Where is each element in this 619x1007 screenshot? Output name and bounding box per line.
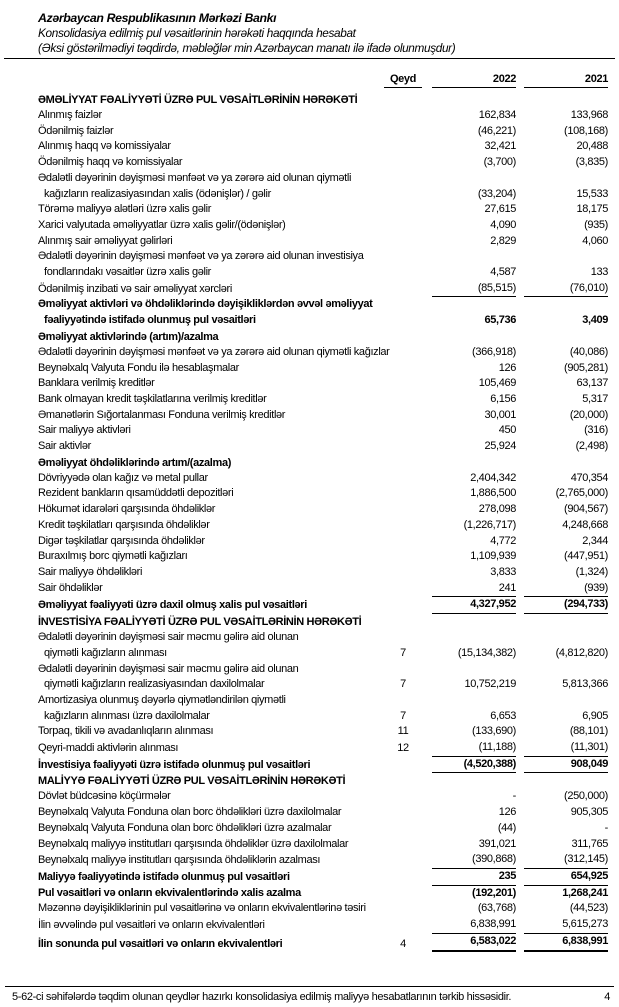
row-label-line: Beynəlxalq maliyyə institutları qarşısında öhdəliklər üzrə daxilolmalar (38, 837, 349, 850)
row-label (38, 92, 608, 108)
table-row (38, 423, 608, 439)
row-label (38, 423, 382, 439)
row-label-line: Məzənnə dəyişikliklərinin pul vəsaitlərinə və onların ekvivalentlərinə təsiri (38, 902, 366, 915)
row-label-line: Maliyyə fəaliyyətində istifadə olunmuş pul vəsaitləri (38, 870, 290, 883)
value-2022: (15,134,382) (457, 646, 516, 659)
value-2021: (76,010) (524, 281, 608, 298)
value-2021: (3,835) (575, 156, 608, 169)
row-label-line: Dövlət büdcəsinə köçürmələr (38, 790, 171, 803)
value-2021: (939) (584, 581, 608, 594)
table-row (38, 805, 608, 821)
value-2021: (44,523) (569, 902, 608, 915)
value-2022: 10,752,219 (464, 678, 516, 691)
row-label (38, 361, 382, 377)
row-label-line: Alınmış haqq və komissiyalar (38, 140, 171, 153)
value-2022: 4,327,952 (432, 596, 516, 614)
value-2022: (63,768) (477, 902, 516, 915)
row-label (38, 758, 382, 774)
row-label (38, 124, 382, 140)
value-2021: 654,925 (524, 869, 608, 886)
row-label (38, 789, 382, 805)
row-label (38, 297, 382, 328)
value-2021: (904,567) (564, 503, 608, 516)
report-title: Konsolidasiya edilmiş pul vəsaitlərinin hərəkəti haqqında hesabat (38, 26, 356, 40)
page-footer (5, 986, 614, 1004)
row-label (38, 376, 382, 392)
row-label-line: İNVESTİSİYA FƏALİYYƏTİ ÜZRƏ PUL VƏSAİTLƏRİNİN HƏRƏKƏTİ (38, 616, 362, 629)
value-2022: (192,201) (472, 886, 516, 899)
table-row (38, 565, 608, 581)
table-row (38, 518, 608, 534)
note-reference: 12 (397, 742, 409, 755)
table-row (38, 471, 608, 487)
row-label (38, 155, 382, 171)
table-row (38, 486, 608, 502)
row-label-line: Əmanətlərin Sığortalanması Fonduna verilmiş kreditlər (38, 408, 286, 421)
row-label (38, 282, 382, 298)
row-label (38, 329, 608, 345)
row-label (38, 918, 382, 934)
value-2021: 63,137 (576, 377, 608, 390)
table-row (38, 596, 608, 614)
table-row (38, 581, 608, 597)
note-reference: 7 (400, 709, 406, 722)
row-label-line: Sair aktivlər (38, 440, 91, 453)
value-2022: 3,833 (490, 565, 516, 578)
note-reference: 7 (400, 678, 406, 691)
row-label (38, 630, 382, 661)
value-2022: (44) (497, 821, 516, 834)
row-label-line: Əməliyyat aktivlərində (artım)/azalma (38, 330, 219, 343)
table-row (38, 740, 608, 757)
column-header-row (38, 72, 608, 88)
value-2021: 3,409 (582, 314, 608, 327)
table-row (38, 345, 608, 361)
column-header-note: Qeyd (384, 72, 422, 88)
table-row (38, 934, 608, 953)
row-label (38, 139, 382, 155)
table-row (38, 439, 608, 455)
table-row (38, 917, 608, 934)
bank-name: Azərbaycan Respublikasının Mərkəzi Bankı (38, 11, 277, 25)
row-label (38, 614, 608, 630)
table-row (38, 408, 608, 424)
note-reference: 4 (400, 937, 406, 950)
row-label (38, 662, 382, 693)
row-label (38, 108, 382, 124)
row-label-line: Kredit təşkilatları qarşısında öhdəliklər (38, 518, 210, 531)
row-label (38, 502, 382, 518)
table-row (38, 376, 608, 392)
row-label-line: Hökumət idarələri qarşısında öhdəliklər (38, 503, 216, 516)
value-2021: 311,765 (571, 837, 608, 850)
row-label-line: Ödənilmiş haqq və komissiyalar (38, 156, 183, 169)
row-label-line: Ədalətli dəyərinin dəyişməsi sair məcmu gəlirə aid olunan (38, 631, 299, 644)
row-label (38, 901, 382, 917)
value-2021: (294,733) (524, 596, 608, 614)
document-header (0, 0, 619, 56)
row-label-line: Sair öhdəliklər (38, 581, 103, 594)
value-2022: - (512, 790, 516, 803)
row-label (38, 218, 382, 234)
row-label-line: Rezident bankların qısamüddətli depozitləri (38, 487, 234, 500)
row-label-line: Sair maliyyə aktivləri (38, 424, 131, 437)
value-2021: (40,086) (569, 345, 608, 358)
value-2021: 5,317 (582, 392, 608, 405)
table-row (38, 108, 608, 124)
value-2021: 133 (590, 266, 608, 279)
section-header-row (38, 773, 608, 789)
table-row (38, 630, 608, 661)
statement-table (0, 72, 619, 952)
value-2022: (1,226,717) (463, 518, 516, 531)
value-2022: (85,515) (432, 281, 516, 298)
row-label-line: Ədalətli dəyərinin dəyişməsi mənfəət və ya zərərə aid olunan qiymətli (38, 171, 352, 184)
row-label (38, 345, 390, 361)
table-row (38, 852, 608, 869)
table-row (38, 693, 608, 724)
row-label-line: Buraxılmış borc qiymətli kağızları (38, 550, 188, 563)
value-2022: 1,109,939 (470, 550, 516, 563)
row-label (38, 870, 382, 886)
value-2022: 6,838,991 (432, 917, 516, 934)
row-label (38, 741, 382, 757)
table-row (38, 837, 608, 853)
value-2022: 4,772 (490, 534, 516, 547)
value-2022: (366,918) (472, 345, 516, 358)
value-2021: (2,498) (575, 440, 608, 453)
units-note: (Əksi göstərilmədiyi təqdirdə, məbləğlər min Azərbaycan manatı ilə ifadə olunmuşdur) (38, 41, 456, 55)
value-2022: 126 (498, 806, 516, 819)
row-label-line: İlin sonunda pul vəsaitləri və onların ekvivalentləri (38, 937, 283, 950)
row-label-line: MALİYYƏ FƏALİYYƏTİ ÜZRƏ PUL VƏSAİTLƏRİNİN HƏRƏKƏTİ (38, 775, 346, 788)
table-row (38, 139, 608, 155)
row-label-line: qiymətli kağızların alınması (44, 646, 167, 659)
table-row (38, 789, 608, 805)
row-label (38, 249, 382, 280)
value-2021: 6,838,991 (524, 934, 608, 953)
row-label-line: Alınmış faizlər (38, 109, 102, 121)
table-row (38, 155, 608, 171)
row-label (38, 598, 382, 614)
row-label (38, 821, 382, 837)
value-2021: 6,905 (582, 709, 608, 722)
value-2022: 6,156 (490, 392, 516, 405)
value-2021: 18,175 (576, 203, 608, 216)
row-label (38, 486, 382, 502)
row-label-line: Törəmə maliyyə alətləri üzrə xalis gəlir (38, 203, 212, 216)
value-2021: (1,324) (575, 565, 608, 578)
value-2021: 20,488 (576, 140, 608, 153)
subheader-row (38, 455, 608, 471)
row-label-line: Beynəlxalq Valyuta Fondu ilə hesablaşmalar (38, 361, 239, 374)
value-2021: 2,344 (582, 534, 608, 547)
page-number: 4 (604, 991, 610, 1003)
note-reference: 7 (400, 646, 406, 659)
value-2022: 105,469 (478, 377, 516, 390)
value-2022: 4,587 (490, 266, 516, 279)
row-label-line: İlin əvvəlində pul vəsaitləri və onların ekvivalentləri (38, 919, 265, 932)
row-label-line: Beynəlxalq Valyuta Fonduna olan borc öhdəlikləri üzrə azalmalar (38, 821, 332, 834)
row-label-line: Əməliyyat fəaliyyəti üzrə daxil olmuş xalis pul vəsaitləri (38, 599, 307, 612)
value-2021: 4,248,668 (562, 518, 608, 531)
value-2022: (3,700) (483, 156, 516, 169)
table-row (38, 297, 608, 328)
value-2022: (46,221) (477, 124, 516, 137)
row-label-line: kağızların alınması üzrə daxilolmalar (44, 709, 210, 722)
value-2022: 2,829 (490, 234, 516, 247)
value-2021: 5,615,273 (524, 917, 608, 934)
value-2022: 126 (498, 361, 516, 374)
table-row (38, 502, 608, 518)
row-label (38, 805, 382, 821)
footer-note: 5-62-ci səhifələrdə təqdim olunan qeydlər hazırkı konsolidasiya edilmiş maliyyə hesabatlarının tərkib hissəsidir. (12, 991, 512, 1003)
value-2021: 1,268,241 (562, 886, 608, 899)
value-2022: (11,188) (432, 740, 516, 757)
row-label (38, 408, 382, 424)
value-2021: (11,301) (524, 740, 608, 757)
value-2022: 6,583,022 (432, 934, 516, 953)
value-2022: 278,098 (478, 503, 516, 516)
table-row (38, 901, 608, 917)
row-label (38, 853, 382, 869)
value-2021: 15,533 (576, 187, 608, 200)
row-label-line: Ödənilmiş faizlər (38, 124, 114, 137)
column-header-2021: 2021 (524, 72, 608, 88)
row-label-line: Dövriyyədə olan kağız və metal pullar (38, 471, 208, 484)
row-label-line: Digər təşkilatlar qarşısında öhdəliklər (38, 534, 205, 547)
value-2022: (390,868) (432, 852, 516, 869)
row-label (38, 518, 382, 534)
value-2022: 30,001 (484, 408, 516, 421)
row-label (38, 549, 382, 565)
table-row (38, 281, 608, 298)
row-label-line: Əməliyyat öhdəliklərində artım/(azalma) (38, 456, 232, 469)
table-row (38, 392, 608, 408)
row-label-line: Banklara verilmiş kreditlər (38, 377, 155, 390)
row-label (38, 837, 382, 853)
table-row (38, 757, 608, 774)
value-2021: (250,000) (564, 790, 608, 803)
row-label-line: Bank olmayan kredit təşkilatlarına verilmiş kreditlər (38, 392, 267, 405)
row-label-line: Alınmış sair əməliyyat gəlirləri (38, 234, 173, 247)
value-2022: 4,090 (490, 218, 516, 231)
value-2021: 905,305 (570, 806, 608, 819)
row-label-line: Qeyri-maddi aktivlərin alınması (38, 742, 179, 755)
value-2022: 391,021 (478, 837, 516, 850)
row-label-line: Ədalətli dəyərinin dəyişməsi mənfəət və ya zərərə aid olunan qiymətli kağızlar (38, 345, 390, 358)
table-row (38, 124, 608, 140)
value-2021: - (604, 821, 608, 834)
table-row (38, 724, 608, 740)
table-row (38, 662, 608, 693)
column-header-2022: 2022 (432, 72, 516, 88)
value-2022: 25,924 (484, 440, 516, 453)
row-label (38, 171, 382, 202)
table-row (38, 821, 608, 837)
row-label-line: fəaliyyətində istifadə olunmuş pul vəsaitləri (44, 314, 256, 327)
table-row (38, 218, 608, 234)
table-row (38, 886, 608, 902)
value-2021: (108,168) (564, 124, 608, 137)
row-label-line: kağızların realizasiyasından xalis (ödənişlər) / gəlir (44, 187, 271, 200)
row-label (38, 886, 382, 902)
row-label (38, 439, 382, 455)
row-label (38, 724, 382, 740)
value-2022: 32,421 (484, 140, 516, 153)
statement-rows (38, 92, 608, 952)
table-row (38, 534, 608, 550)
row-label-line: Xarici valyutada əməliyyatlar üzrə xalis gəlir/(ödənişlər) (38, 218, 286, 231)
value-2021: 4,060 (582, 234, 608, 247)
value-2021: 133,968 (570, 109, 608, 121)
table-row (38, 202, 608, 218)
row-label-line: İnvestisiya fəaliyyəti üzrə istifadə olunmuş pul vəsaitləri (38, 758, 311, 771)
value-2022: 162,834 (478, 109, 516, 121)
row-label (38, 202, 382, 218)
section-header-row (38, 614, 608, 630)
row-label-line: Ədalətli dəyərinin dəyişməsi mənfəət və ya zərərə aid olunan investisiya (38, 250, 364, 263)
row-label-line: Amortizasiya olunmuş dəyərlə qiymətləndirilən qiymətli (38, 693, 286, 706)
value-2021: 908,049 (524, 757, 608, 774)
section-header-row (38, 92, 608, 108)
row-label-line: Ödənilmiş inzibati və sair əməliyyat xərcləri (38, 282, 232, 295)
table-row (38, 549, 608, 565)
row-label (38, 565, 382, 581)
table-row (38, 361, 608, 377)
value-2021: (4,812,820) (555, 646, 608, 659)
value-2021: (2,765,000) (555, 487, 608, 500)
table-row (38, 249, 608, 280)
value-2022: (133,690) (472, 725, 516, 738)
row-label-line: Ədalətli dəyərinin dəyişməsi sair məcmu gəlirə aid olunan (38, 662, 299, 675)
value-2021: 5,813,366 (562, 678, 608, 691)
value-2022: 235 (432, 869, 516, 886)
value-2022: (33,204) (477, 187, 516, 200)
header-divider (4, 58, 615, 59)
value-2021: (316) (584, 424, 608, 437)
value-2022: 27,615 (484, 203, 516, 216)
value-2022: 1,886,500 (470, 487, 516, 500)
value-2021: (20,000) (569, 408, 608, 421)
row-label-line: ƏMƏLİYYAT FƏALİYYƏTİ ÜZRƏ PUL VƏSAİTLƏRİNİN HƏRƏKƏTİ (38, 94, 358, 106)
value-2021: (447,951) (564, 550, 608, 563)
value-2021: (905,281) (564, 361, 608, 374)
row-label (38, 392, 382, 408)
row-label (38, 693, 382, 724)
note-reference: 11 (397, 725, 409, 738)
row-label (38, 234, 382, 250)
row-label (38, 581, 382, 597)
value-2022: 2,404,342 (470, 471, 516, 484)
table-row (38, 234, 608, 250)
table-row (38, 869, 608, 886)
value-2022: (4,520,388) (432, 757, 516, 774)
row-label-line: fondlarındakı vəsaitlər üzrə xalis gəlir (44, 266, 211, 279)
row-label (38, 471, 382, 487)
row-label (38, 937, 382, 953)
row-label-line: Sair maliyyə öhdəlikləri (38, 565, 143, 578)
value-2022: 65,736 (484, 314, 516, 327)
row-label (38, 773, 608, 789)
value-2022: 450 (498, 424, 516, 437)
row-label (38, 455, 608, 471)
value-2021: (88,101) (569, 725, 608, 738)
table-row (38, 171, 608, 202)
value-2022: 241 (498, 581, 516, 594)
value-2021: (312,145) (524, 852, 608, 869)
row-label-line: qiymətli kağızların realizasiyasından daxilolmalar (44, 678, 265, 691)
row-label-line: Beynəlxalq Valyuta Fonduna olan borc öhdəlikləri üzrə daxilolmalar (38, 806, 342, 819)
row-label-line: Pul vəsaitləri və onların ekvivalentlərində xalis azalma (38, 886, 301, 899)
row-label-line: Torpaq, tikili və avadanlıqların alınması (38, 725, 214, 738)
value-2022: 6,653 (490, 709, 516, 722)
subheader-row (38, 329, 608, 345)
row-label (38, 534, 382, 550)
value-2021: 470,354 (570, 471, 608, 484)
value-2021: (935) (584, 218, 608, 231)
row-label-line: Əməliyyat aktivləri və öhdəliklərində dəyişikliklərdən əvvəl əməliyyat (38, 298, 373, 311)
row-label-line: Beynəlxalq maliyyə institutları qarşısında öhdəliklərin azalması (38, 854, 321, 867)
